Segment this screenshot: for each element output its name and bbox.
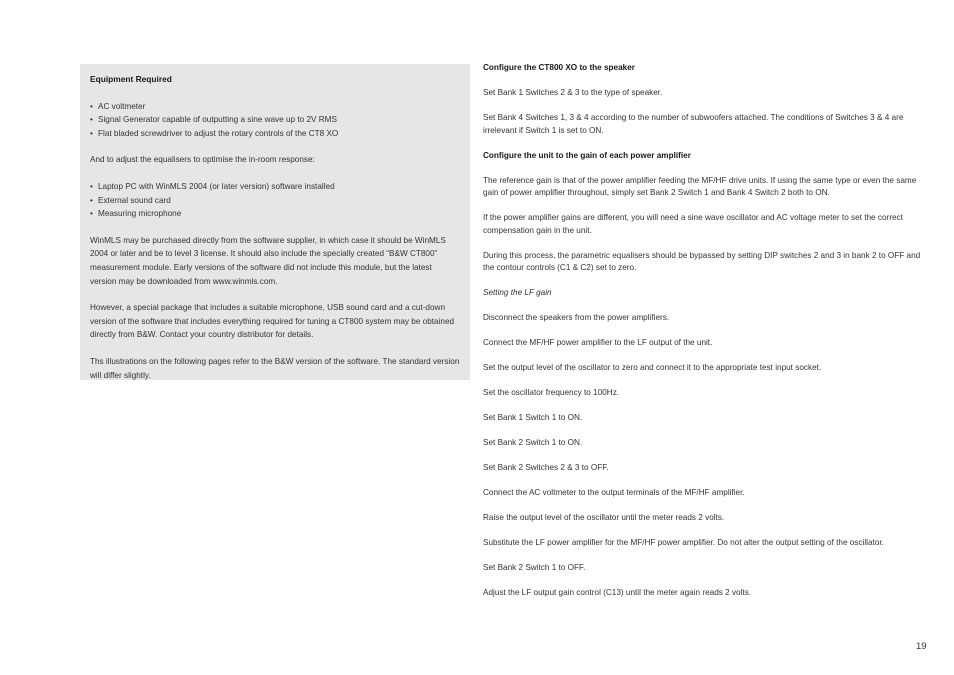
list-item: • Laptop PC with WinMLS 2004 (or later version) software installed xyxy=(90,180,460,194)
subheading: Setting the LF gain xyxy=(483,288,552,297)
equaliser-list xyxy=(90,180,460,221)
paragraph: If the power amplifier gains are different, you will need a sine wave oscillator and AC voltage meter to set the correct compensation gain in the unit. xyxy=(483,213,903,235)
winmls-paragraph: WinMLS may be purchased directly from the software supplier, in which case it should be WinMLS 2004 or later and be to level 3 license. It should also include the specially created “B&W CT800” measurement module. Early versions of the software did not include this module, but the latest version may be downloaded from www.winmls.com. xyxy=(90,235,446,286)
list-item: • AC voltmeter xyxy=(90,100,460,114)
list-item: • Flat bladed screwdriver to adjust the rotary controls of the CT8 XO xyxy=(90,127,460,141)
package-paragraph: However, a special package that includes a suitable microphone, USB sound card and a cut-down version of the software that includes everything required for tuning a CT800 system may be obtained directly from B&W. Contact your country distributor for details. xyxy=(90,303,455,340)
list-item: • Measuring microphone xyxy=(90,207,460,221)
step: Disconnect the speakers from the power amplifiers. xyxy=(483,313,670,322)
step: Set the oscillator frequency to 100Hz. xyxy=(483,388,620,397)
step: Substitute the LF power amplifier for the MF/HF power amplifier. Do not alter the output setting of the oscillator. xyxy=(483,538,884,547)
step: Set Bank 2 Switch 1 to ON. xyxy=(483,438,583,447)
list-item: • External sound card xyxy=(90,194,460,208)
paragraph: Set Bank 4 Switches 1, 3 & 4 according to the number of subwoofers attached. The conditions of Switches 3 & 4 are irrelevant if Switch 1 is set to ON. xyxy=(483,113,904,135)
step: Adjust the LF output gain control (C13) until the meter again reads 2 volts. xyxy=(483,588,752,597)
step: Set Bank 2 Switches 2 & 3 to OFF. xyxy=(483,463,609,472)
section-heading: Configure the CT800 XO to the speaker xyxy=(483,63,635,72)
illustration-note: Ths illustrations on the following pages refer to the B&W version of the software. The standard version will differ slightly. xyxy=(90,356,460,380)
step: Set the output level of the oscillator to zero and connect it to the appropriate test input socket. xyxy=(483,363,822,372)
step: Set Bank 2 Switch 1 to OFF. xyxy=(483,563,586,572)
section-heading: Configure the unit to the gain of each power amplifier xyxy=(483,150,691,160)
step: Raise the output level of the oscillator until the meter reads 2 volts. xyxy=(483,513,725,522)
instructions-column xyxy=(483,62,928,612)
equaliser-intro: And to adjust the equalisers to optimise the in-room response: xyxy=(90,155,315,165)
equipment-list xyxy=(90,100,460,141)
equipment-panel xyxy=(80,64,470,380)
step: Set Bank 1 Switch 1 to ON. xyxy=(483,413,583,422)
paragraph: The reference gain is that of the power amplifier feeding the MF/HF drive units. If using the same type or even the same gain of power amplifier throughout, simply set Bank 2 Switch 1 and Bank 4 Switch 2 both to ON. xyxy=(483,175,917,197)
page-number: 19 xyxy=(916,641,927,652)
paragraph: Set Bank 1 Switches 2 & 3 to the type of speaker. xyxy=(483,88,663,97)
paragraph: During this process, the parametric equalisers should be bypassed by setting DIP switches 2 and 3 in bank 2 to OFF and the contour controls (C1 & C2) set to zero. xyxy=(483,250,921,272)
step: Connect the MF/HF power amplifier to the LF output of the unit. xyxy=(483,338,713,347)
equipment-heading: Equipment Required xyxy=(90,74,172,84)
step: Connect the AC voltmeter to the output terminals of the MF/HF amplifier. xyxy=(483,488,745,497)
list-item: • Signal Generator capable of outputting a sine wave up to 2V RMS xyxy=(90,113,460,127)
